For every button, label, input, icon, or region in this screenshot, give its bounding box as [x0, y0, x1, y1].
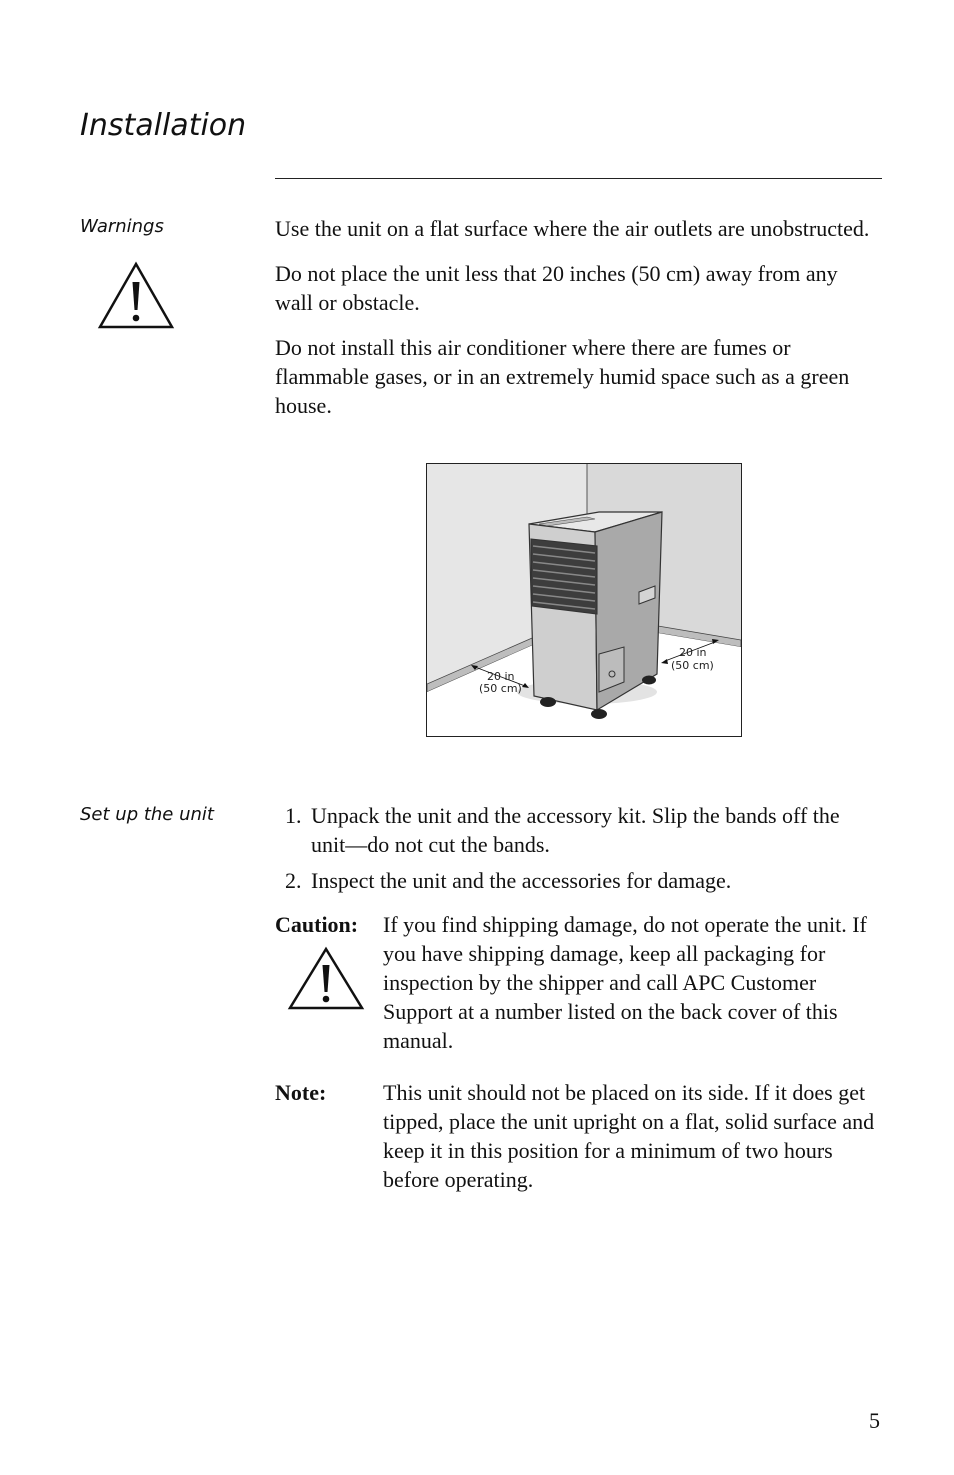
page-number: 5	[869, 1408, 880, 1433]
right-clearance-metric-label: (50 cm)	[671, 659, 714, 672]
warning-paragraph: Do not install this air conditioner where there are fumes or flammable gases, or in an extremely humid space such as a green house.	[275, 335, 850, 418]
section-divider	[275, 178, 882, 179]
warning-triangle-icon	[286, 945, 366, 1011]
warning-triangle-icon	[97, 260, 175, 330]
warnings-label: Warnings	[80, 216, 164, 237]
caution-text: If you find shipping damage, do not operate the unit. If you have shipping damage, keep all packaging for inspection by the shipper and call APC Customer Support at a number listed on the back cover of this manual.	[383, 912, 867, 1053]
step-number: 1.	[285, 803, 302, 828]
warning-paragraph: Do not place the unit less that 20 inches (50 cm) away from any wall or obstacle.	[275, 261, 838, 315]
caution-label: Caution:	[275, 912, 359, 937]
right-clearance-label: 20 in	[679, 646, 707, 659]
step-number: 2.	[285, 868, 302, 893]
left-clearance-label: 20 in	[487, 670, 515, 683]
note-label: Note:	[275, 1080, 327, 1105]
warning-paragraph: Use the unit on a flat surface where the air outlets are unobstructed.	[275, 216, 870, 241]
list-item	[275, 801, 875, 859]
list-item	[275, 866, 875, 895]
setup-label: Set up the unit	[80, 804, 214, 825]
setup-steps	[275, 801, 875, 902]
step-text: Unpack the unit and the accessory kit. Slip the bands off the unit—do not cut the bands.	[311, 803, 840, 857]
air-conditioner-diagram	[427, 464, 741, 736]
warnings-body	[275, 214, 875, 436]
step-text: Inspect the unit and the accessories for damage.	[311, 868, 732, 893]
page-title: Installation	[80, 108, 247, 143]
note-text: This unit should not be placed on its side. If it does get tipped, place the unit upright on a flat, solid surface and keep it in this position for a minimum of two hours before operating.	[383, 1080, 875, 1192]
clearance-illustration	[426, 463, 742, 737]
left-clearance-metric-label: (50 cm)	[479, 682, 522, 695]
